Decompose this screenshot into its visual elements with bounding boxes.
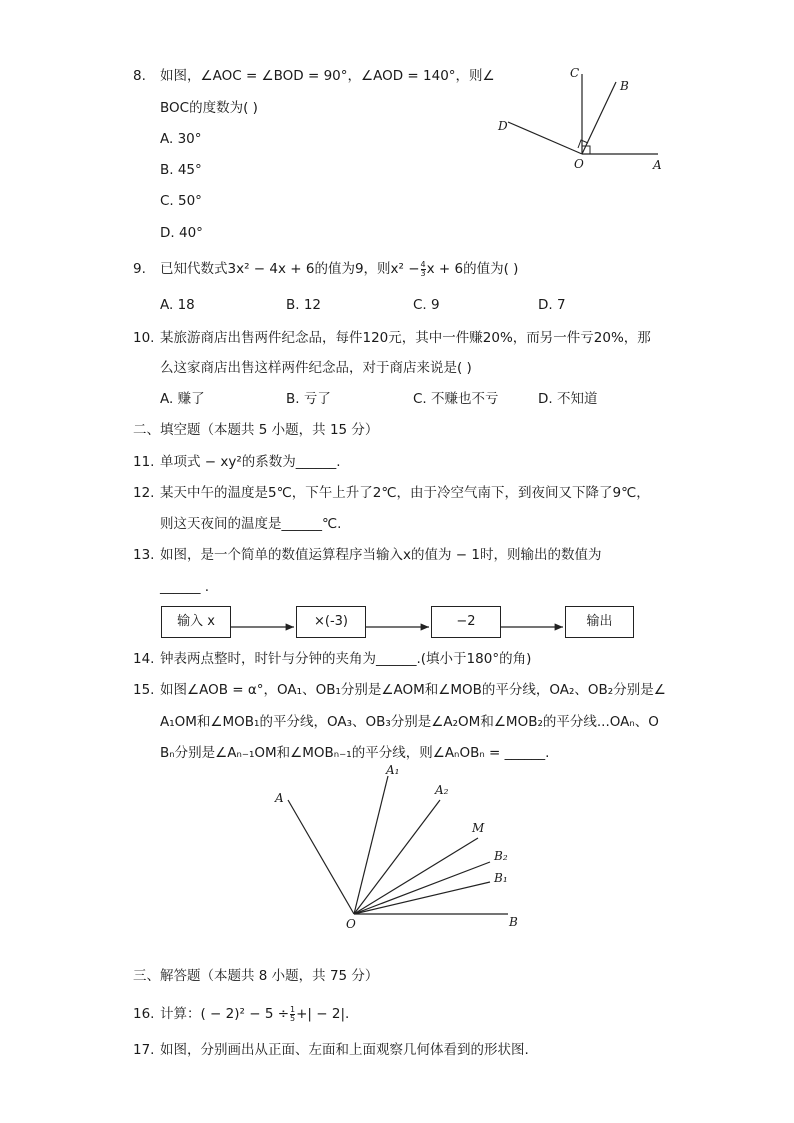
- q15-label-a2: A₂: [435, 783, 449, 797]
- q10-option-a: A. 赚了: [160, 391, 205, 407]
- q15-label-m: M: [472, 821, 485, 835]
- flow-subtract-box: −2: [431, 606, 501, 638]
- q10-option-b: B. 亏了: [286, 391, 331, 407]
- q14-stem: 钟表两点整时，时针与分钟的夹角为______.(填小于180°的角): [160, 651, 532, 667]
- q15-stem-line1: 如图∠AOB = α°，OA₁、OB₁分别是∠AOM和∠MOB的平分线，OA₂、OB₂分别是∠: [160, 682, 666, 698]
- q16-stem-part2: +| − 2|.: [296, 1006, 350, 1022]
- q16-fraction: [290, 1006, 295, 1023]
- q9-stem-part2: x + 6的值为( ): [426, 261, 519, 277]
- q10-stem-line1: 某旅游商店出售两件纪念品，每件120元，其中一件赚20%，而另一件亏20%，那: [160, 330, 651, 346]
- q16-number: 16.: [133, 1006, 155, 1022]
- q13-number: 13.: [133, 547, 155, 563]
- q8-stem-line2: BOC的度数为( ): [160, 100, 258, 116]
- q9-stem-part1: 已知代数式3x² − 4x + 6的值为9，则x² −: [160, 261, 420, 277]
- q8-option-d: D. 40°: [160, 225, 203, 241]
- q8-option-b: B. 45°: [160, 162, 202, 178]
- q8-label-c: C: [570, 66, 580, 80]
- q17-number: 17.: [133, 1042, 155, 1058]
- q13-stem-line2: ______ .: [160, 579, 210, 595]
- q12-number: 12.: [133, 485, 155, 501]
- q15-label-b1: B₁: [494, 871, 508, 885]
- q12-stem-line1: 某天中午的温度是5℃，下午上升了2℃，由于冷空气南下，到夜间又下降了9℃，: [160, 485, 650, 501]
- q9-frac-numerator: 4: [420, 259, 426, 269]
- q8-stem-line1: 如图，∠AOC = ∠BOD = 90°，∠AOD = 140°，则∠: [160, 68, 495, 84]
- q9-option-a: A. 18: [160, 297, 195, 313]
- q9-option-b: B. 12: [286, 297, 322, 313]
- q15-label-o: O: [346, 917, 356, 931]
- q8-option-c: C. 50°: [160, 193, 202, 209]
- q15-label-b2: B₂: [494, 849, 508, 863]
- section-2-heading: 二、填空题（本题共 5 小题，共 15 分）: [133, 422, 379, 438]
- q12-stem-line2: 则这天夜间的温度是______℃.: [160, 516, 342, 532]
- q8-label-a: A: [653, 158, 662, 172]
- q15-label-b: B: [509, 915, 518, 929]
- q8-label-o: O: [574, 157, 584, 171]
- q11-stem: 单项式 − xy²的系数为______.: [160, 454, 341, 470]
- q9-option-c: C. 9: [413, 297, 440, 313]
- q9-frac-denominator: 3: [420, 268, 426, 278]
- q8-number: 8.: [133, 68, 146, 84]
- q10-option-c: C. 不赚也不亏: [413, 391, 499, 407]
- q10-number: 10.: [133, 330, 155, 346]
- q15-label-a1: A₁: [386, 763, 400, 777]
- q15-stem-line2: A₁OM和∠MOB₁的平分线，OA₃、OB₃分别是∠A₂OM和∠MOB₂的平分线...OAₙ、O: [160, 714, 659, 730]
- q10-stem-line2: 么这家商店出售这样两件纪念品，对于商店来说是( ): [160, 360, 472, 376]
- q15-number: 15.: [133, 682, 155, 698]
- q15-stem-line3: Bₙ分别是∠Aₙ₋₁OM和∠MOBₙ₋₁的平分线，则∠AₙOBₙ = ______.: [160, 745, 550, 761]
- q8-option-a: A. 30°: [160, 131, 202, 147]
- q11-number: 11.: [133, 454, 155, 470]
- flow-input-box: 输入 x: [161, 606, 231, 638]
- q17-stem: 如图，分别画出从正面、左面和上面观察几何体看到的形状图.: [160, 1042, 529, 1058]
- q15-bisector-figure: [260, 760, 540, 940]
- q8-label-b: B: [620, 79, 629, 93]
- flow-output-box: 输出: [565, 606, 634, 638]
- q16-frac-denominator: 5: [290, 1013, 296, 1023]
- section-3-heading: 三、解答题（本题共 8 小题，共 75 分）: [133, 968, 379, 984]
- q15-label-a: A: [275, 791, 284, 805]
- q16-stem-part1: 计算：( − 2)² − 5 ÷: [160, 1006, 290, 1022]
- q10-option-d: D. 不知道: [538, 391, 598, 407]
- q16-stem: [160, 1005, 349, 1023]
- q9-option-d: D. 7: [538, 297, 566, 313]
- q16-frac-numerator: 1: [290, 1004, 296, 1014]
- q9-number: 9.: [133, 261, 146, 277]
- flow-multiply-box: ×(-3): [296, 606, 366, 638]
- q8-label-d: D: [498, 119, 508, 133]
- q13-stem-line1: 如图，是一个简单的数值运算程序当输入x的值为 − 1时，则输出的数值为: [160, 547, 602, 563]
- q14-number: 14.: [133, 651, 155, 667]
